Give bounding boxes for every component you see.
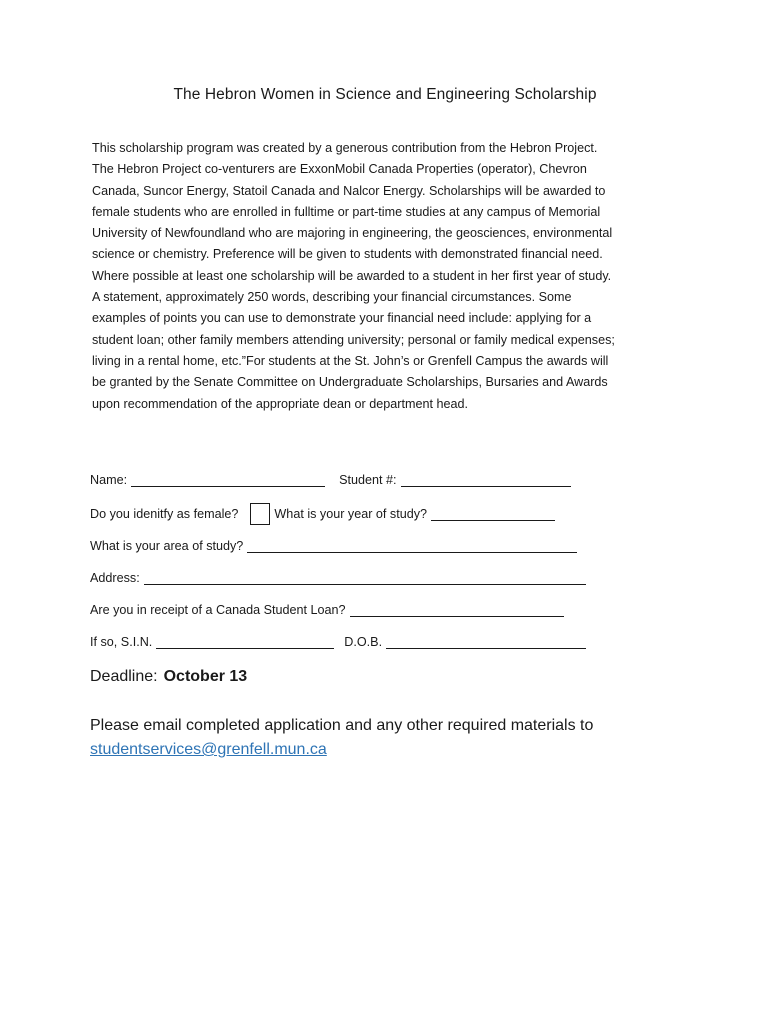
dob-field[interactable] xyxy=(386,634,586,649)
student-loan-row xyxy=(90,602,564,617)
intro-line: science or chemistry. Preference will be given to students with demonstrated financial need. xyxy=(92,247,603,262)
student-loan-label: Are you in receipt of a Canada Student Loan? xyxy=(90,603,346,617)
sin-dob-row xyxy=(90,634,586,649)
address-label: Address: xyxy=(90,571,140,585)
intro-line: student loan; other family members attending university; personal or family medical expenses; xyxy=(92,332,615,347)
deadline-line xyxy=(90,668,247,686)
intro-line: be granted by the Senate Committee on Undergraduate Scholarships, Bursaries and Awards xyxy=(92,375,608,390)
intro-line: examples of points you can use to demonstrate your financial need include: applying for a xyxy=(92,311,592,326)
address-row xyxy=(90,570,586,585)
intro-line: The Hebron Project co-venturers are ExxonMobil Canada Properties (operator), Chevron xyxy=(92,162,587,177)
sin-field[interactable] xyxy=(156,634,334,649)
intro-line: Canada, Suncor Energy, Statoil Canada and Nalcor Energy. Scholarships will be awarded to xyxy=(92,183,606,198)
dob-label: D.O.B. xyxy=(344,635,383,649)
intro-line: female students who are enrolled in fulltime or part-time studies at any campus of Memorial xyxy=(92,204,601,219)
female-year-row xyxy=(90,499,555,521)
name-field[interactable] xyxy=(131,472,325,487)
area-of-study-label: What is your area of study? xyxy=(90,539,244,553)
name-student-row xyxy=(90,472,571,487)
year-of-study-field[interactable] xyxy=(431,506,555,521)
email-link[interactable]: studentservices@grenfell.mun.ca xyxy=(90,741,327,758)
intro-line: University of Newfoundland who are majoring in engineering, the geosciences, environmental xyxy=(92,226,613,241)
deadline-date: October 13 xyxy=(163,668,248,685)
female-question-label: Do you idenitfy as female? xyxy=(90,507,239,521)
intro-line: This scholarship program was created by a generous contribution from the Hebron Project. xyxy=(92,141,598,155)
female-checkbox[interactable] xyxy=(250,503,270,525)
deadline-label: Deadline: xyxy=(90,668,158,685)
sin-label: If so, S.I.N. xyxy=(90,635,153,649)
name-label: Name: xyxy=(90,473,128,487)
intro-line: A statement, approximately 250 words, describing your financial circumstances. Some xyxy=(92,290,572,305)
document-title: The Hebron Women in Science and Engineering Scholarship xyxy=(173,86,597,103)
intro-line: upon recommendation of the appropriate dean or department head. xyxy=(92,396,468,411)
intro-paragraph xyxy=(92,138,692,415)
student-number-label: Student #: xyxy=(339,473,397,487)
year-of-study-label: What is your year of study? xyxy=(274,507,428,521)
student-number-field[interactable] xyxy=(401,472,571,487)
submission-instructions xyxy=(90,714,593,762)
submission-instruction-text: Please email completed application and any other required materials to xyxy=(90,717,594,734)
intro-line: living in a rental home, etc.”For students at the St. John’s or Grenfell Campus the awards will xyxy=(92,353,609,368)
area-of-study-field[interactable] xyxy=(247,538,577,553)
address-field[interactable] xyxy=(144,570,586,585)
student-loan-field[interactable] xyxy=(350,602,564,617)
area-of-study-row xyxy=(90,538,577,553)
intro-line: Where possible at least one scholarship will be awarded to a student in her first year of study. xyxy=(92,268,612,283)
